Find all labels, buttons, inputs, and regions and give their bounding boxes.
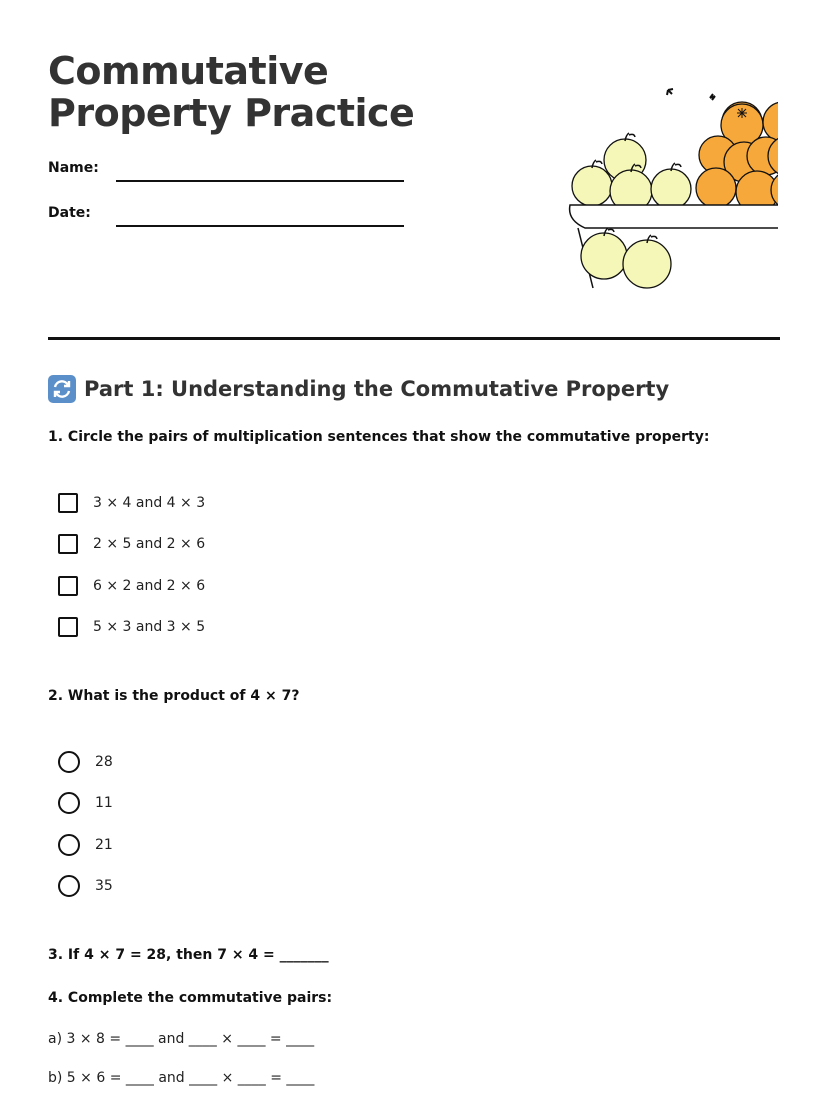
q4-item-a: a) 3 × 8 = ____ and ____ × ____ = ____ [48, 1031, 315, 1047]
q2-option-1[interactable] [58, 750, 113, 774]
date-field-row [48, 205, 408, 235]
q1-option-2-label: 2 × 5 and 2 × 6 [93, 536, 206, 552]
q2-option-4[interactable] [58, 874, 113, 898]
q2-option-4-label: 35 [95, 878, 113, 894]
date-label: Date: [48, 205, 91, 221]
repeat-arrows-icon [48, 375, 76, 403]
fruit-basket-illustration [518, 80, 778, 295]
q2-option-1-label: 28 [95, 754, 113, 770]
checkbox[interactable] [58, 534, 78, 554]
part1-title: Part 1: Understanding the Commutative Property [84, 377, 670, 401]
q2-option-3-label: 21 [95, 837, 113, 853]
checkbox[interactable] [58, 576, 78, 596]
question-1-prompt: 1. Circle the pairs of multiplication sentences that show the commutative property: [48, 429, 710, 445]
radio-button[interactable] [58, 792, 80, 814]
checkbox[interactable] [58, 617, 78, 637]
question-2-prompt: 2. What is the product of 4 × 7? [48, 688, 300, 704]
name-write-line [116, 180, 404, 182]
date-write-line [116, 225, 404, 227]
name-label: Name: [48, 160, 99, 176]
section-divider [48, 337, 780, 340]
radio-button[interactable] [58, 875, 80, 897]
q1-option-2[interactable] [58, 532, 205, 556]
radio-button[interactable] [58, 834, 80, 856]
q4-item-b: b) 5 × 6 = ____ and ____ × ____ = ____ [48, 1070, 315, 1086]
question-3-prompt: 3. If 4 × 7 = 28, then 7 × 4 = _______ [48, 947, 329, 963]
q1-option-1-label: 3 × 4 and 4 × 3 [93, 495, 206, 511]
q1-option-4[interactable] [58, 615, 205, 639]
part1-heading [48, 375, 669, 403]
radio-button[interactable] [58, 751, 80, 773]
name-field-row [48, 160, 408, 190]
q2-option-3[interactable] [58, 833, 113, 857]
checkbox[interactable] [58, 493, 78, 513]
q2-option-2[interactable] [58, 791, 113, 815]
q1-option-4-label: 5 × 3 and 3 × 5 [93, 619, 206, 635]
question-4-prompt: 4. Complete the commutative pairs: [48, 990, 333, 1006]
q1-option-3-label: 6 × 2 and 2 × 6 [93, 578, 206, 594]
worksheet-title: Commutative Property Practice [48, 49, 415, 135]
q2-option-2-label: 11 [95, 795, 113, 811]
q1-option-3[interactable] [58, 574, 205, 598]
q1-option-1[interactable] [58, 491, 205, 515]
